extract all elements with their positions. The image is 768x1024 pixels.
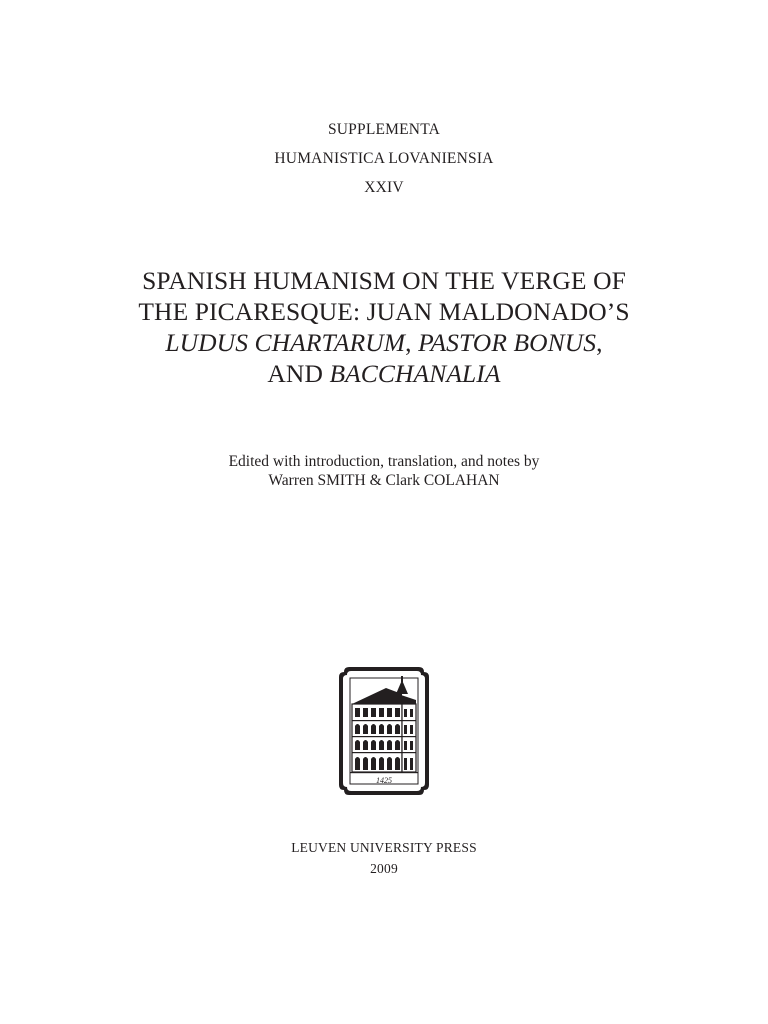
title-work-bacchanalia: BACCHANALIA xyxy=(329,359,501,388)
series-name-line1: SUPPLEMENTA xyxy=(327,121,441,138)
title-comma: , xyxy=(596,328,603,357)
title-work-pastor: PASTOR BONUS xyxy=(418,328,597,357)
title-separator: , xyxy=(405,328,419,357)
editors-credit: Edited with introduction, translation, and notes by xyxy=(228,453,540,470)
book-title-line2: THE PICARESQUE: JUAN MALDONADO’S xyxy=(138,297,630,326)
title-work-ludus: LUDUS CHARTARUM xyxy=(165,328,406,357)
series-volume: XXIV xyxy=(364,179,404,196)
series-name-line2: HUMANISTICA LOVANIENSIA xyxy=(274,150,494,167)
editors-names: Warren SMITH & Clark COLAHAN xyxy=(268,472,500,489)
book-title-line3 xyxy=(0,327,768,358)
university-building-seal-icon xyxy=(336,664,432,798)
publication-year: 2009 xyxy=(370,861,398,876)
book-title-line4 xyxy=(0,358,768,389)
title-and: AND xyxy=(267,359,330,388)
publisher-name: LEUVEN UNIVERSITY PRESS xyxy=(291,840,477,855)
seal-year: 1425 xyxy=(376,776,392,785)
book-title-line1: SPANISH HUMANISM ON THE VERGE OF xyxy=(142,266,626,295)
